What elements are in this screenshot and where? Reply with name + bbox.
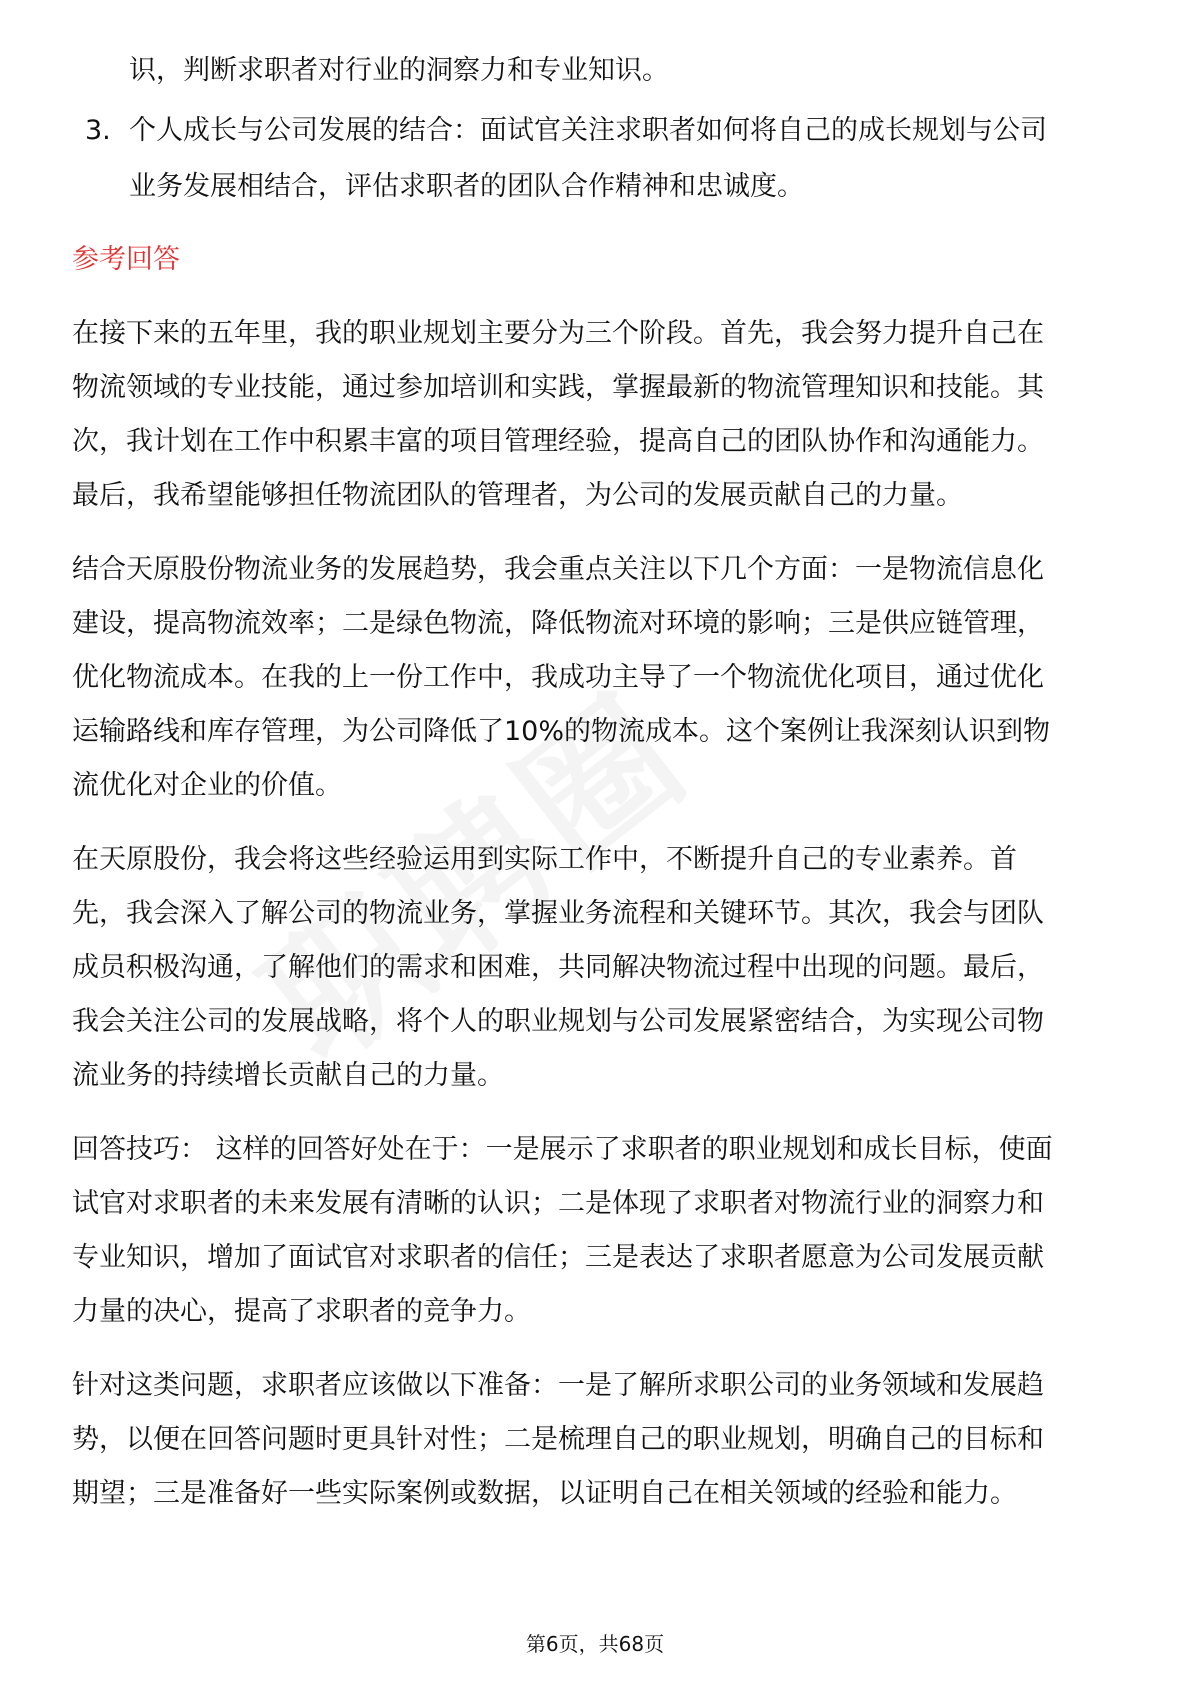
page-content bbox=[72, 52, 1122, 1513]
list-item-number: 3. bbox=[85, 115, 111, 146]
paragraph-line: 物流领域的专业技能，通过参加培训和实践，掌握最新的物流管理知识和技能。其 bbox=[72, 372, 1044, 403]
list-item-line: 个人成长与公司发展的结合：面试官关注求职者如何将自己的成长规划与公司 bbox=[129, 115, 1047, 146]
paragraph-line: 成员积极沟通，了解他们的需求和困难，共同解决物流过程中出现的问题。最后， bbox=[72, 952, 1044, 983]
section-title: 参考回答 bbox=[72, 244, 180, 275]
paragraph-answer-tips bbox=[72, 1131, 1122, 1331]
paragraph-application bbox=[72, 841, 1122, 1095]
paragraph-line: 流业务的持续增长贡献自己的力量。 bbox=[72, 1060, 504, 1091]
page-number-footer: 第6页，共68页 bbox=[525, 1632, 665, 1656]
list-item-3 bbox=[72, 112, 1122, 206]
paragraph-line: 优化物流成本。在我的上一份工作中，我成功主导了一个物流优化项目，通过优化 bbox=[72, 662, 1044, 693]
paragraph-line: 专业知识，增加了面试官对求职者的信任；三是表达了求职者愿意为公司发展贡献 bbox=[72, 1242, 1044, 1273]
paragraph-line: 运输路线和库存管理，为公司降低了10%的物流成本。这个案例让我深刻认识到物 bbox=[72, 716, 1051, 747]
paragraph-line: 力量的决心，提高了求职者的竞争力。 bbox=[72, 1296, 531, 1327]
paragraph-line: 先，我会深入了解公司的物流业务，掌握业务流程和关键环节。其次，我会与团队 bbox=[72, 898, 1044, 929]
paragraph-trends bbox=[72, 551, 1122, 805]
paragraph-line: 势，以便在回答问题时更具针对性；二是梳理自己的职业规划，明确自己的目标和 bbox=[72, 1424, 1044, 1455]
paragraph-line: 最后，我希望能够担任物流团队的管理者，为公司的发展贡献自己的力量。 bbox=[72, 480, 963, 511]
paragraph-line: 次，我计划在工作中积累丰富的项目管理经验，提高自己的团队协作和沟通能力。 bbox=[72, 426, 1044, 457]
paragraph-line: 结合天原股份物流业务的发展趋势，我会重点关注以下几个方面：一是物流信息化 bbox=[72, 554, 1044, 585]
paragraph-line: 在接下来的五年里，我的职业规划主要分为三个阶段。首先，我会努力提升自己在 bbox=[72, 318, 1044, 349]
paragraph-line: 流优化对企业的价值。 bbox=[72, 770, 342, 801]
intro-continuation-line: 识，判断求职者对行业的洞察力和专业知识。 bbox=[129, 55, 669, 86]
paragraph-line: 试官对求职者的未来发展有清晰的认识；二是体现了求职者对物流行业的洞察力和 bbox=[72, 1188, 1044, 1219]
paragraph-line: 期望；三是准备好一些实际案例或数据，以证明自己在相关领域的经验和能力。 bbox=[72, 1478, 1017, 1509]
list-item-line: 业务发展相结合，评估求职者的团队合作精神和忠诚度。 bbox=[129, 171, 804, 202]
paragraph-line: 我会关注公司的发展战略，将个人的职业规划与公司发展紧密结合，为实现公司物 bbox=[72, 1006, 1044, 1037]
paragraph-preparation bbox=[72, 1367, 1122, 1513]
paragraph-line: 针对这类问题，求职者应该做以下准备：一是了解所求职公司的业务领域和发展趋 bbox=[72, 1370, 1044, 1401]
paragraph-line: 建设，提高物流效率；二是绿色物流，降低物流对环境的影响；三是供应链管理， bbox=[72, 608, 1044, 639]
paragraph-plan bbox=[72, 315, 1122, 515]
paragraph-line: 在天原股份，我会将这些经验运用到实际工作中，不断提升自己的专业素养。首 bbox=[72, 844, 1017, 875]
paragraph-line: 回答技巧： 这样的回答好处在于：一是展示了求职者的职业规划和成长目标，使面 bbox=[72, 1134, 1053, 1165]
